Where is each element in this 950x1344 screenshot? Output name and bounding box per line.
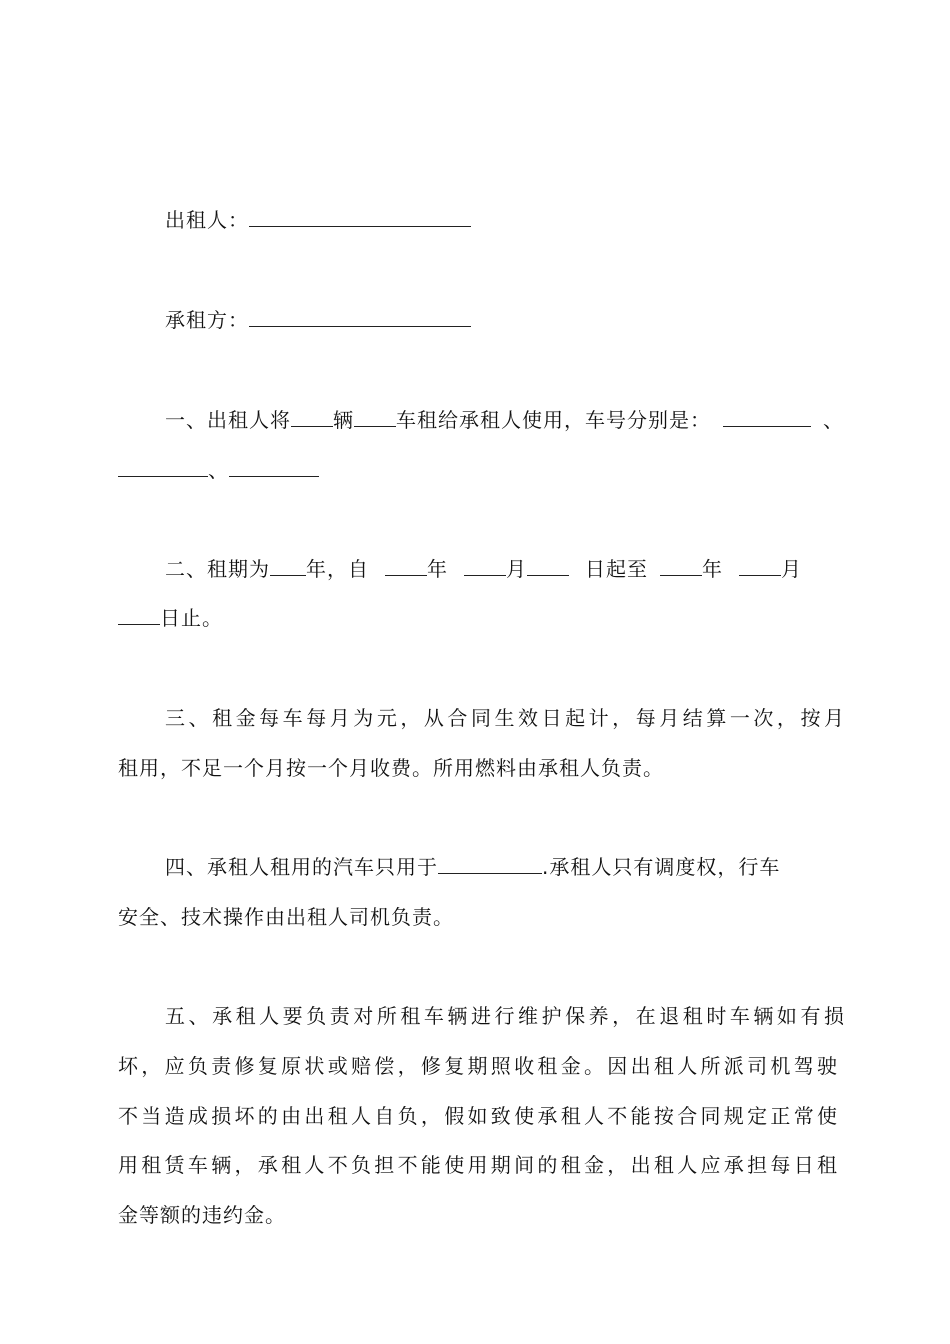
clause1-text-b: 辆	[333, 408, 354, 432]
clause3-line1: 三、租金每车每月为元，从合同生效日起计，每月结算一次，按月	[165, 706, 845, 730]
clause2-text-f: 年	[702, 557, 723, 581]
clause2-line1	[165, 557, 845, 581]
clause2-blank-start-day	[527, 557, 569, 576]
clause2-text-b: 年，自	[306, 557, 369, 581]
clause1-blank-count	[291, 408, 333, 427]
clause5-line4: 用租赁车辆，承租人不负担不能使用期间的租金，出租人应承担每日租	[118, 1153, 838, 1177]
clause4-text-b: .承租人只有调度权，行车	[542, 855, 781, 879]
lessor-blank	[249, 208, 471, 227]
clause1-text-d: 、	[823, 408, 844, 432]
clause3-line2: 租用，不足一个月按一个月收费。所用燃料由承租人负责。	[118, 756, 664, 780]
clause2-text-c: 年	[427, 557, 448, 581]
clause4-blank-purpose	[438, 855, 542, 874]
clause1-line2	[118, 458, 838, 482]
clause5-line1: 五、承租人要负责对所租车辆进行维护保养，在退租时车辆如有损	[165, 1004, 845, 1028]
clause2-text-a: 二、租期为	[165, 557, 270, 581]
clause2-blank-start-year	[385, 557, 427, 576]
clause1-line1	[165, 408, 845, 432]
lessee-label: 承租方：	[165, 308, 249, 332]
clause2-line2	[118, 606, 838, 630]
clause4-line2: 安全、技术操作由出租人司机负责。	[118, 905, 454, 929]
clause4-text-a: 四、承租人租用的汽车只用于	[165, 855, 438, 879]
lessor-label: 出租人：	[165, 208, 249, 232]
clause1-blank-plate3	[229, 458, 319, 477]
clause1-text-e: 、	[208, 458, 229, 482]
clause1-blank-type	[354, 408, 396, 427]
clause2-text-h: 日止。	[160, 606, 223, 630]
clause1-blank-plate2	[118, 458, 208, 477]
clause2-blank-end-day	[118, 606, 160, 625]
clause5-line5: 金等额的违约金。	[118, 1203, 286, 1227]
clause4-line1	[165, 855, 845, 879]
clause2-blank-end-year	[660, 557, 702, 576]
lessor-line	[165, 208, 845, 232]
clause5-line2: 坏，应负责修复原状或赔偿，修复期照收租金。因出租人所派司机驾驶	[118, 1054, 838, 1078]
clause2-blank-years	[270, 557, 306, 576]
clause2-text-d: 月	[506, 557, 527, 581]
lessee-blank	[249, 308, 471, 327]
clause2-blank-end-month	[739, 557, 781, 576]
clause1-blank-plate1	[723, 408, 811, 427]
lessee-line	[165, 308, 845, 332]
clause2-text-e: 日起至	[585, 557, 648, 581]
clause1-text-a: 一、出租人将	[165, 408, 291, 432]
clause5-line3: 不当造成损坏的由出租人自负，假如致使承租人不能按合同规定正常使	[118, 1104, 838, 1128]
clause2-blank-start-month	[464, 557, 506, 576]
clause2-text-g: 月	[781, 557, 802, 581]
clause1-text-c: 车租给承租人使用，车号分别是：	[396, 408, 711, 432]
